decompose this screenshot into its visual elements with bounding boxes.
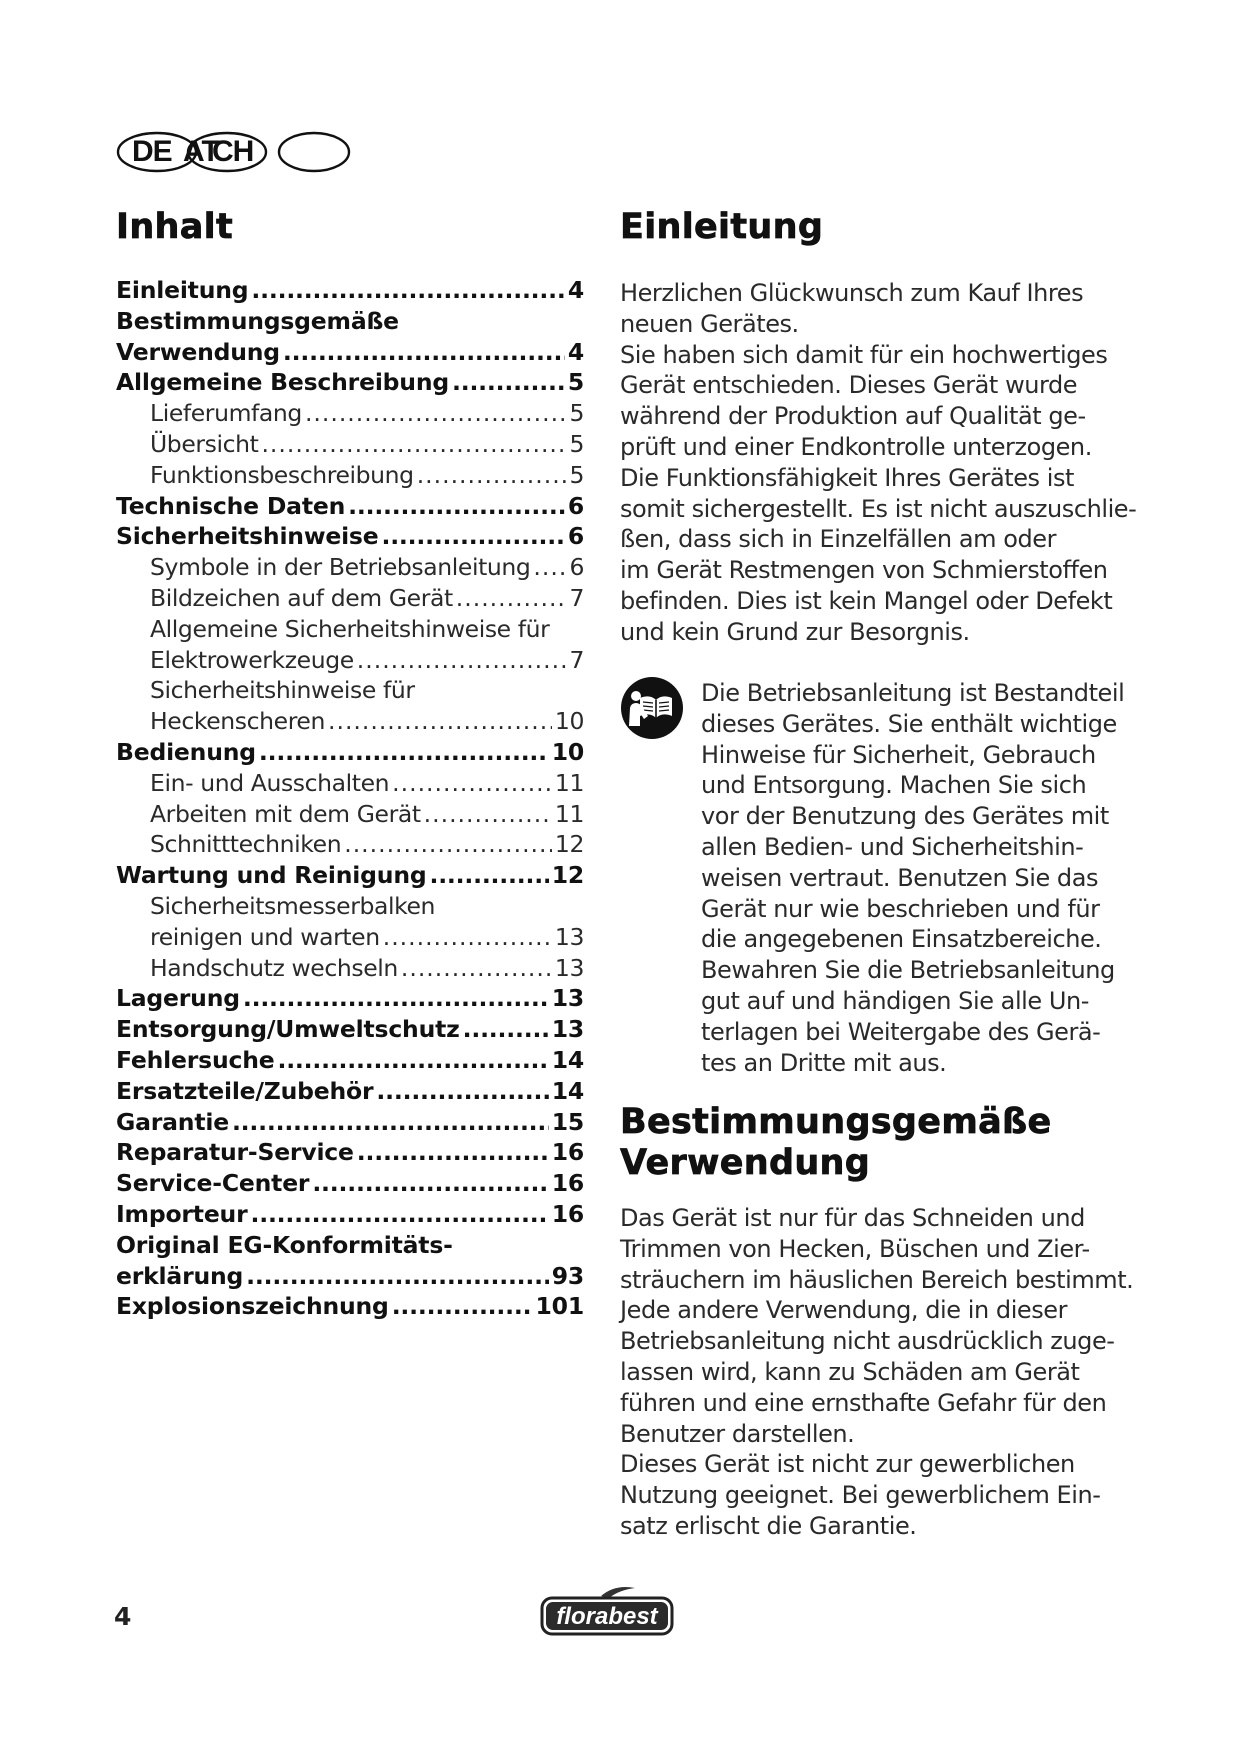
toc-entry-title: Lagerung — [116, 984, 240, 1013]
toc-entry — [116, 799, 584, 830]
toc-entry-page: 93 — [551, 1261, 584, 1290]
toc-entry-title: Verwendung — [116, 337, 280, 366]
toc-dot-leader — [381, 521, 564, 552]
toc-entry — [116, 953, 584, 984]
text-line: allen Bedien- und Sicherheitshin- — [701, 832, 1084, 861]
toc-dot-leader — [357, 1137, 549, 1168]
florabest-logo — [539, 1582, 675, 1638]
toc-entry — [116, 429, 584, 460]
toc-entry — [116, 1107, 584, 1138]
toc-entry-page: 11 — [554, 799, 584, 828]
text-line: und Entsorgung. Machen Sie sich — [701, 771, 1087, 800]
toc-entry-title: Bildzeichen auf dem Gerät — [150, 583, 453, 612]
page-number: 4 — [114, 1602, 132, 1631]
toc-entry-page: 13 — [554, 953, 584, 982]
toc-entry-title: Heckenscheren — [150, 707, 325, 736]
toc-entry — [116, 306, 584, 337]
toc-entry-page: 7 — [569, 583, 584, 612]
badge-de: DE — [132, 135, 172, 168]
toc-entry-page: 12 — [551, 861, 584, 890]
toc-entry-page: 13 — [551, 1015, 584, 1044]
toc-entry-page: 5 — [567, 368, 584, 397]
toc-entry-page: 16 — [551, 1169, 584, 1198]
text-line: im Gerät Restmengen von Schmierstoffen — [620, 556, 1108, 585]
toc-dot-leader — [348, 491, 565, 522]
text-line: Das Gerät ist nur für das Schneiden und — [620, 1204, 1085, 1232]
toc-entry-title: Sicherheitsmesserbalken — [150, 891, 436, 920]
toc-entry — [116, 891, 584, 922]
text-line: Jede andere Verwendung, die in dieser — [620, 1296, 1068, 1325]
brand-text: florabest — [556, 1603, 658, 1630]
toc-entry-title: Arbeiten mit dem Gerät — [150, 799, 421, 828]
toc-entry-title: Elektrowerkzeuge — [150, 645, 354, 674]
text-line: befinden. Dies ist kein Mangel oder Defekt — [620, 586, 1113, 615]
toc-entry — [116, 552, 584, 583]
text-line: die angegebenen Einsatzbereiche. — [701, 925, 1102, 954]
text-line: prüft und einer Endkontrolle unterzogen. — [620, 432, 1092, 461]
toc-entry-title: Ein- und Ausschalten — [150, 768, 390, 797]
toc-entry — [116, 706, 584, 737]
toc-dot-leader — [344, 829, 552, 860]
toc-title: Inhalt — [116, 207, 234, 247]
toc-dot-leader — [261, 429, 566, 460]
toc-dot-leader — [376, 1076, 548, 1107]
toc-entry — [116, 860, 584, 891]
text-line: tes an Dritte mit aus. — [701, 1048, 947, 1077]
toc-entry — [116, 983, 584, 1014]
toc-entry-page: 15 — [551, 1107, 584, 1136]
toc-entry-page: 6 — [567, 522, 584, 551]
toc-dot-leader — [232, 1107, 549, 1138]
toc-entry — [116, 1261, 584, 1292]
toc-dot-leader — [328, 706, 552, 737]
toc-entry-page: 5 — [569, 399, 584, 428]
toc-entry-title: Original EG-Konformitäts- — [116, 1230, 453, 1259]
toc-entry — [116, 1045, 584, 1076]
read-manual-icon — [620, 676, 684, 740]
toc-dot-leader — [312, 1168, 548, 1199]
text-line: Herzlichen Glückwunsch zum Kauf Ihres — [620, 279, 1084, 307]
toc-entry-page: 13 — [551, 984, 584, 1013]
toc-entry-title: Entsorgung/Umweltschutz — [116, 1015, 460, 1044]
toc-entry-page: 14 — [551, 1045, 584, 1074]
toc-entry-title: Wartung und Reinigung — [116, 861, 427, 890]
toc-entry — [116, 1291, 584, 1322]
toc-entry — [116, 829, 584, 860]
toc-entry — [116, 521, 584, 552]
text-line: satz erlischt die Garantie. — [620, 1511, 917, 1540]
text-line: ßen, dass sich in Einzelfällen am oder — [620, 525, 1056, 554]
toc-dot-leader — [246, 1261, 549, 1292]
toc-entry-title: reinigen und warten — [150, 922, 380, 951]
text-line: Trimmen von Hecken, Büschen und Zier- — [620, 1234, 1090, 1263]
toc-entry-title: Bestimmungsgemäße — [116, 306, 399, 335]
toc-entry-page: 13 — [554, 922, 584, 951]
text-line: Die Funktionsfähigkeit Ihres Gerätes ist — [620, 463, 1074, 492]
bestimmung-title-line2: Verwendung — [620, 1143, 871, 1183]
toc-dot-leader — [357, 645, 567, 676]
toc-entry-title: Sicherheitshinweise — [116, 522, 379, 551]
toc-dot-leader — [452, 367, 565, 398]
toc-entry-title: Schnitttechniken — [150, 830, 342, 859]
text-line: Bewahren Sie die Betriebsanleitung — [701, 956, 1115, 985]
toc-entry-title: Allgemeine Beschreibung — [116, 368, 449, 397]
toc-entry — [116, 737, 584, 768]
toc-entry-title: Einleitung — [116, 276, 249, 304]
text-line: Sie haben sich damit für ein hochwertiges — [620, 340, 1108, 369]
text-line: Betriebsanleitung nicht ausdrücklich zuge- — [620, 1327, 1115, 1356]
toc-entry-page: 101 — [535, 1292, 584, 1321]
toc-entry-title: Importeur — [116, 1199, 248, 1228]
toc-dot-leader — [305, 398, 566, 429]
toc-dot-leader — [250, 1199, 548, 1230]
toc-entry-title: Lieferumfang — [150, 399, 302, 428]
toc-entry — [116, 398, 584, 429]
toc-entry — [116, 583, 584, 614]
toc-entry — [116, 1137, 584, 1168]
toc-entry — [116, 275, 584, 306]
toc-dot-leader — [456, 583, 567, 614]
toc-entry-title: Ersatzteile/Zubehör — [116, 1076, 374, 1105]
text-line: während der Produktion auf Qualität ge- — [620, 402, 1086, 431]
text-line: Gerät nur wie beschrieben und für — [701, 894, 1100, 923]
text-line: sträuchern im häuslichen Bereich bestimmt. — [620, 1265, 1134, 1294]
toc-dot-leader — [383, 922, 552, 953]
text-line: Dieses Gerät ist nicht zur gewerblichen — [620, 1450, 1075, 1479]
toc-entry-title: Service-Center — [116, 1169, 310, 1198]
toc-entry-title: Handschutz wechseln — [150, 953, 398, 982]
toc-entry — [116, 1199, 584, 1230]
toc-dot-leader — [251, 275, 564, 306]
text-line: gut auf und händigen Sie alle Un- — [701, 986, 1089, 1015]
toc-entry-page: 10 — [554, 707, 584, 736]
toc-dot-leader — [401, 953, 552, 984]
toc-entry — [116, 922, 584, 953]
toc-entry-page: 5 — [569, 429, 584, 458]
toc-entry — [116, 1014, 584, 1045]
toc-dot-leader — [277, 1045, 548, 1076]
toc-entry — [116, 645, 584, 676]
toc-entry-title: Übersicht — [150, 429, 259, 458]
toc-dot-leader — [392, 1291, 533, 1322]
text-line: weisen vertraut. Benutzen Sie das — [701, 863, 1099, 892]
toc-entry-page: 6 — [569, 553, 584, 582]
toc-dot-leader — [417, 460, 567, 491]
toc-entry-page: 5 — [569, 460, 584, 489]
text-line: lassen wird, kann zu Schäden am Gerät — [620, 1357, 1080, 1386]
toc-dot-leader — [424, 799, 552, 830]
toc-entry — [116, 337, 584, 368]
toc-entry-title: Reparatur-Service — [116, 1138, 354, 1167]
toc-entry — [116, 491, 584, 522]
text-line: terlagen bei Weitergabe des Gerä- — [701, 1017, 1101, 1046]
toc-dot-leader — [283, 337, 565, 368]
toc-entry-title: Garantie — [116, 1107, 229, 1136]
toc-dot-leader — [533, 552, 566, 583]
toc-dot-leader — [259, 737, 549, 768]
toc-entry-title: Technische Daten — [116, 491, 346, 520]
text-line: Gerät entschieden. Dieses Gerät wurde — [620, 371, 1078, 400]
bestimmung-title-line1: Bestimmungsgemäße — [620, 1102, 1052, 1142]
text-line: Die Betriebsanleitung ist Bestandteil — [701, 679, 1125, 707]
toc-entry-page: 4 — [567, 276, 584, 304]
toc-entry — [116, 367, 584, 398]
toc-entry-title: Fehlersuche — [116, 1045, 275, 1074]
toc-entry-title: Explosionszeichnung — [116, 1292, 389, 1321]
text-line: dieses Gerätes. Sie enthält wichtige — [701, 709, 1117, 738]
toc-entry-page: 14 — [551, 1076, 584, 1105]
toc-entry — [116, 1230, 584, 1261]
toc-entry-title: Sicherheitshinweise für — [150, 676, 415, 705]
toc-dot-leader — [392, 768, 552, 799]
toc-entry-title: Symbole in der Betriebsanleitung — [150, 553, 531, 582]
text-line: Nutzung geeignet. Bei gewerblichem Ein- — [620, 1481, 1101, 1510]
table-of-contents — [116, 275, 584, 1322]
einleitung-text — [620, 278, 1137, 648]
toc-entry-title: Bedienung — [116, 737, 256, 766]
toc-entry-page: 7 — [569, 645, 584, 674]
toc-entry — [116, 1076, 584, 1107]
text-line: führen und eine ernsthafte Gefahr für den — [620, 1388, 1107, 1417]
text-line: somit sichergestellt. Es ist nicht auszuschlie- — [620, 494, 1137, 523]
toc-entry-page: 4 — [567, 337, 584, 366]
toc-entry — [116, 614, 584, 645]
toc-entry-page: 16 — [551, 1199, 584, 1228]
einleitung-title: Einleitung — [620, 207, 824, 247]
toc-entry — [116, 675, 584, 706]
text-line: vor der Benutzung des Gerätes mit — [701, 802, 1109, 831]
badge-ch: CH — [212, 135, 254, 168]
toc-entry — [116, 460, 584, 491]
toc-entry — [116, 1168, 584, 1199]
toc-entry-page: 12 — [554, 830, 584, 859]
toc-entry-title: erklärung — [116, 1261, 244, 1290]
toc-entry-page: 10 — [551, 737, 584, 766]
badge-at: AT — [183, 135, 219, 168]
toc-entry-title: Allgemeine Sicherheitshinweise für — [150, 614, 550, 643]
toc-dot-leader — [429, 860, 548, 891]
toc-entry-page: 6 — [567, 491, 584, 520]
text-line: neuen Gerätes. — [620, 309, 799, 338]
toc-dot-leader — [243, 983, 549, 1014]
country-badges — [116, 130, 376, 174]
toc-entry-page: 11 — [554, 768, 584, 797]
manual-note-text — [701, 678, 1125, 1078]
text-line: Benutzer darstellen. — [620, 1419, 855, 1448]
bestimmung-text — [620, 1203, 1134, 1542]
text-line: Hinweise für Sicherheit, Gebrauch — [701, 740, 1096, 769]
text-line: und kein Grund zur Besorgnis. — [620, 617, 970, 646]
toc-entry-page: 16 — [551, 1138, 584, 1167]
toc-entry-title: Funktionsbeschreibung — [150, 460, 414, 489]
toc-dot-leader — [463, 1014, 549, 1045]
toc-entry — [116, 768, 584, 799]
